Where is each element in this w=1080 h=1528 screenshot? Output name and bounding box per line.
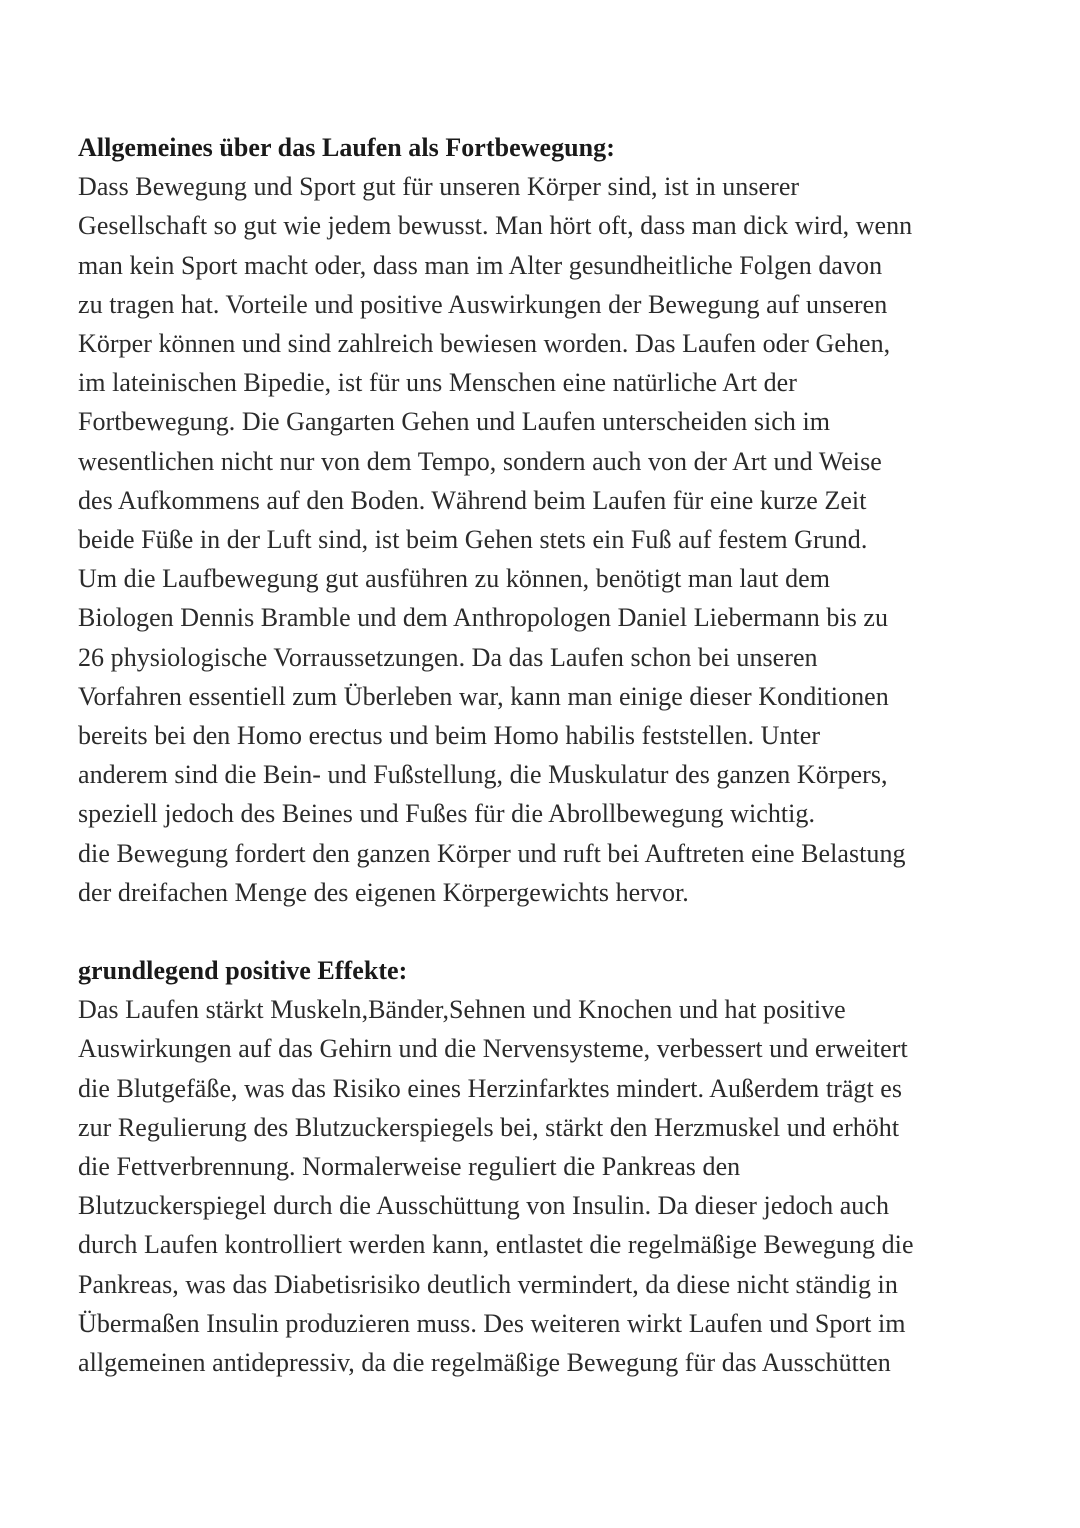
- text-line: Übermaßen Insulin produzieren muss. Des weiteren wirkt Laufen und Sport im: [78, 1308, 906, 1338]
- text-line: Pankreas, was das Diabetisrisiko deutlich vermindert, da diese nicht ständig in: [78, 1269, 898, 1299]
- text-line: Vorfahren essentiell zum Überleben war, kann man einige dieser Konditionen: [78, 681, 889, 711]
- text-line: 26 physiologische Vorraussetzungen. Da das Laufen schon bei unseren: [78, 642, 818, 672]
- text-line: wesentlichen nicht nur von dem Tempo, sondern auch von der Art und Weise: [78, 446, 882, 476]
- text-line: durch Laufen kontrolliert werden kann, entlastet die regelmäßige Bewegung die: [78, 1230, 914, 1260]
- section-heading: grundlegend positive Effekte:: [78, 956, 408, 986]
- text-line: bereits bei den Homo erectus und beim Homo habilis feststellen. Unter: [78, 721, 821, 751]
- section-body: [78, 990, 1018, 1382]
- text-line: anderem sind die Bein- und Fußstellung, die Muskulatur des ganzen Körpers,: [78, 760, 888, 790]
- document-page: [78, 128, 1018, 1382]
- text-line: Dass Bewegung und Sport gut für unseren Körper sind, ist in unserer: [78, 172, 800, 202]
- section-general-running: [78, 128, 1018, 912]
- text-line: speziell jedoch des Beines und Fußes für die Abrollbewegung wichtig.: [78, 799, 816, 829]
- text-line: zu tragen hat. Vorteile und positive Auswirkungen der Bewegung auf unseren: [78, 289, 888, 319]
- text-line: allgemeinen antidepressiv, da die regelmäßige Bewegung für das Ausschütten: [78, 1348, 891, 1378]
- text-line: beide Füße in der Luft sind, ist beim Gehen stets ein Fuß auf festem Grund.: [78, 525, 868, 555]
- text-line: Körper können und sind zahlreich bewiesen worden. Das Laufen oder Gehen,: [78, 329, 891, 359]
- section-positive-effects: [78, 951, 1018, 1382]
- text-line: des Aufkommens auf den Boden. Während beim Laufen für eine kurze Zeit: [78, 485, 867, 515]
- text-line: Auswirkungen auf das Gehirn und die Nervensysteme, verbessert und erweitert: [78, 1034, 908, 1064]
- text-line: der dreifachen Menge des eigenen Körpergewichts hervor.: [78, 877, 689, 907]
- text-line: Biologen Dennis Bramble und dem Anthropologen Daniel Liebermann bis zu: [78, 603, 889, 633]
- text-line: im lateinischen Bipedie, ist für uns Menschen eine natürliche Art der: [78, 368, 797, 398]
- text-line: Gesellschaft so gut wie jedem bewusst. Man hört oft, dass man dick wird, wenn: [78, 211, 913, 241]
- text-line: Blutzuckerspiegel durch die Ausschüttung von Insulin. Da dieser jedoch auch: [78, 1191, 889, 1221]
- text-line: die Fettverbrennung. Normalerweise reguliert die Pankreas den: [78, 1152, 741, 1182]
- text-line: die Bewegung fordert den ganzen Körper und ruft bei Auftreten eine Belastung: [78, 838, 906, 868]
- text-line: zur Regulierung des Blutzuckerspiegels bei, stärkt den Herzmuskel und erhöht: [78, 1112, 900, 1142]
- text-line: Um die Laufbewegung gut ausführen zu können, benötigt man laut dem: [78, 564, 831, 594]
- text-line: Das Laufen stärkt Muskeln,Bänder,Sehnen und Knochen und hat positive: [78, 995, 846, 1025]
- section-body: [78, 167, 1018, 912]
- text-line: die Blutgefäße, was das Risiko eines Herzinfarktes mindert. Außerdem trägt es: [78, 1073, 903, 1103]
- text-line: Fortbewegung. Die Gangarten Gehen und Laufen unterscheiden sich im: [78, 407, 831, 437]
- section-heading: Allgemeines über das Laufen als Fortbewegung:: [78, 133, 615, 162]
- text-line: man kein Sport macht oder, dass man im Alter gesundheitliche Folgen davon: [78, 250, 883, 280]
